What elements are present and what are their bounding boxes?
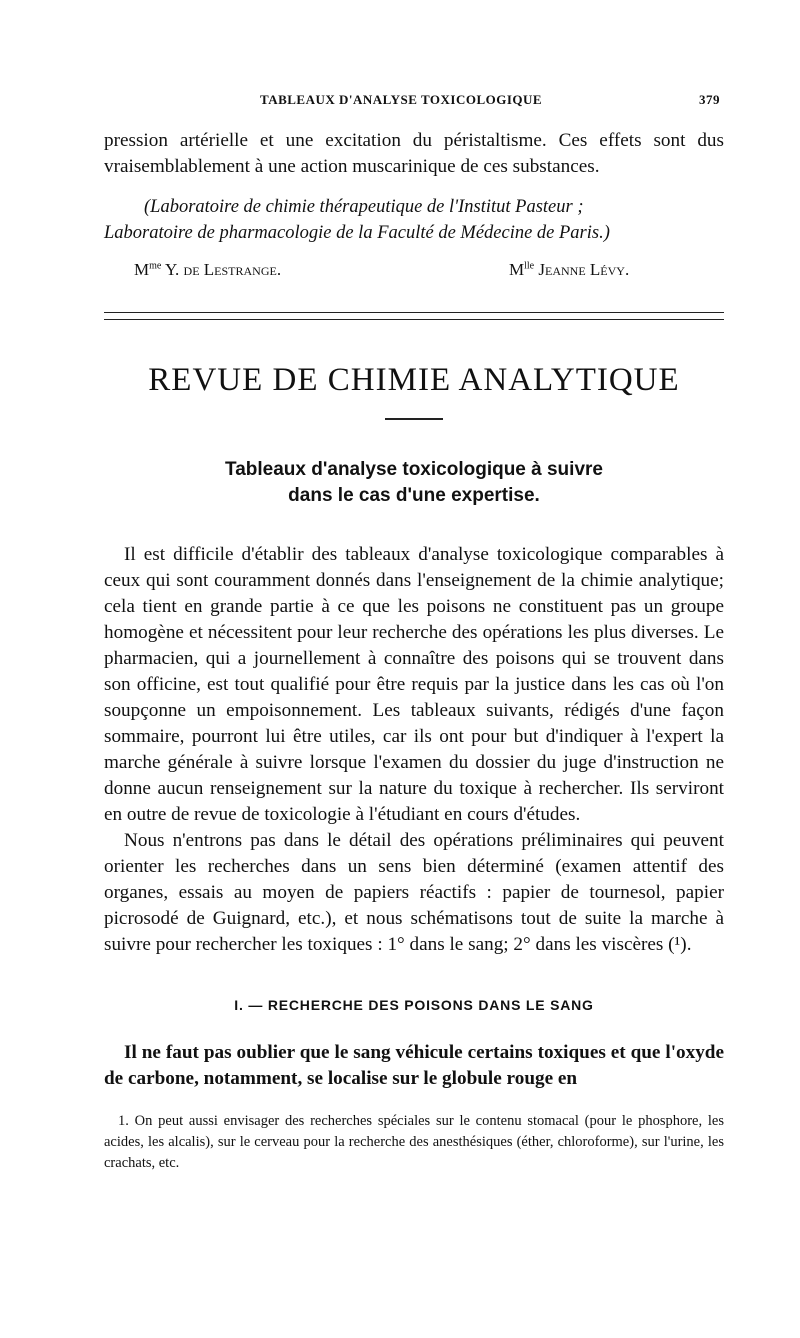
author-2	[509, 260, 629, 280]
author-1-prefix: M	[134, 260, 150, 279]
page-number: 379	[699, 92, 720, 107]
affiliation	[104, 194, 724, 246]
author-1	[134, 260, 281, 280]
subtitle-line-2: dans le cas d'une expertise.	[288, 485, 540, 506]
subtitle-line-1: Tableaux d'analyse toxicologique à suivre	[225, 459, 603, 480]
short-rule-divider	[385, 418, 443, 420]
paragraph-1-text: pression artérielle et une excitation du péristaltisme. Ces effets sont dus vraisemblablement à une action muscarinique de ces substances.	[104, 130, 724, 177]
main-paragraph-2: Nous n'entrons pas dans le détail des opérations préliminaires qui peuvent orienter les recherches dans un sens bien déterminé (examen attentif des organes, essais au moyen de papiers réactifs : papier de tournesol, papier picrosodé de Guignard, etc.), et nous schématisons tout de suite la marche à suivre pour rechercher les toxiques : 1° dans le sang; 2° dans les viscères (¹).	[104, 830, 724, 955]
running-head-title: TABLEAUX D'ANALYSE TOXICOLOGIQUE	[260, 92, 543, 107]
author-2-prefix: M	[509, 260, 525, 279]
affiliation-line-2: Laboratoire de pharmacologie de la Faculté de Médecine de Paris.)	[104, 223, 610, 243]
authors	[104, 260, 724, 286]
double-rule-divider	[104, 312, 724, 320]
article-subtitle	[104, 457, 724, 509]
main-paragraph-1: Il est difficile d'établir des tableaux d'analyse toxicologique comparables à ceux qui sont couramment donnés dans l'enseignement de la chimie analytique; cela tient en grande partie à ce que les poisons ne constituent pas un groupe homogène et nécessitent pour leur recherche des opérations les plus diverses. Le pharmacien, qui a journellement à connaître des poisons qui se trouvent dans son officine, est tout qualifié pour être requis par la justice dans les cas où l'on soupçonne un empoisonnement. Les tableaux suivants, rédigés d'une façon sommaire, pourront lui être utiles, car ils ont pour but d'indiquer à l'expert la marche générale à suivre lorsque l'examen du dossier du juge d'instruction ne donne aucun renseignement sur la nature du toxique à rechercher. Ils serviront en outre de revue de toxicologie à l'étudiant en cours d'études.	[104, 544, 724, 825]
affiliation-line-1: (Laboratoire de chimie thérapeutique de l'Institut Pasteur ;	[144, 197, 584, 217]
footnote-text: 1. On peut aussi envisager des recherches spéciales sur le contenu stomacal (pour le phosphore, les acides, les alcalis), sur le cerveau pour la recherche des anesthésiques (éther, chloroforme), sur l'urine, les crachats, etc.	[104, 1113, 724, 1171]
last-paragraph-block	[104, 1040, 724, 1092]
author-2-name: Jeanne Lévy.	[534, 260, 630, 279]
section-heading: I. — RECHERCHE DES POISONS DANS LE SANG	[234, 997, 594, 1013]
author-1-name: Y. de Lestrange.	[161, 260, 282, 279]
section-title: REVUE DE CHIMIE ANALYTIQUE	[148, 362, 680, 398]
running-head	[260, 92, 720, 112]
footnote	[104, 1111, 724, 1174]
last-paragraph: Il ne faut pas oublier que le sang véhicule certains toxiques et que l'oxyde de carbone, notamment, se localise sur le globule rouge en	[104, 1042, 724, 1089]
paragraph-continued	[104, 128, 724, 180]
main-body	[104, 542, 724, 958]
author-2-sup: lle	[524, 260, 535, 272]
author-1-sup: me	[149, 260, 162, 272]
